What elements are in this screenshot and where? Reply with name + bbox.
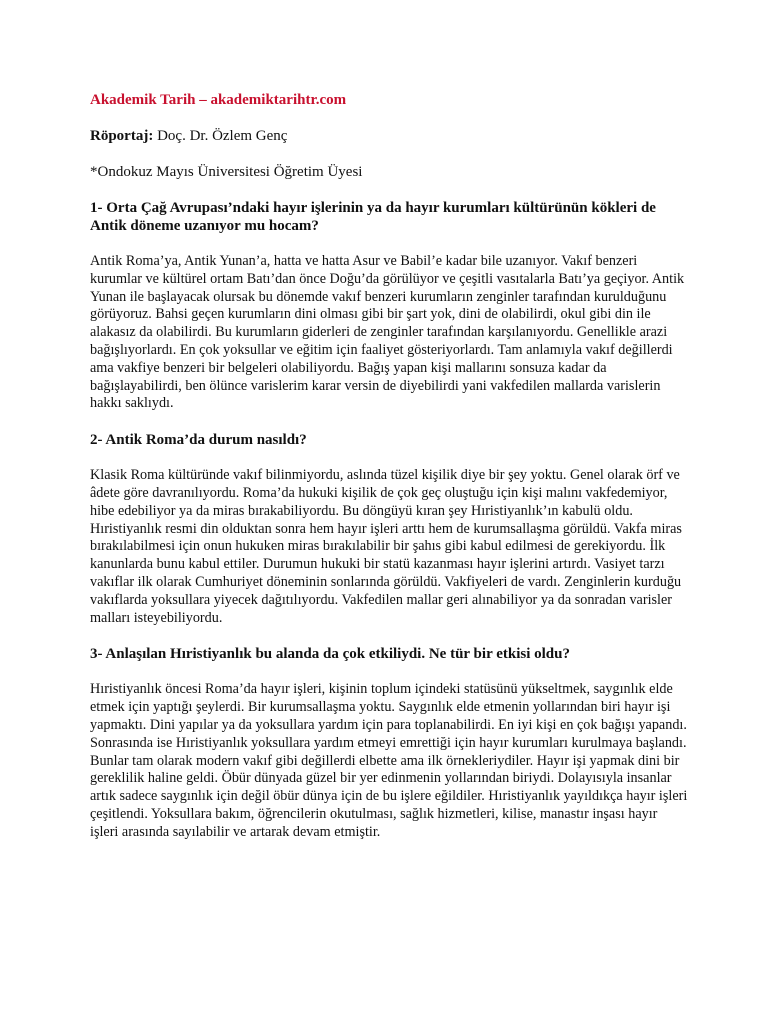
interview-line: [90, 127, 688, 145]
interview-label: Röportaj:: [90, 128, 154, 144]
affiliation-note: *Ondokuz Mayıs Üniversitesi Öğretim Üyesi: [90, 164, 363, 180]
answer-2: Klasik Roma kültüründe vakıf bilinmiyordu, aslında tüzel kişilik diye bir şey yoktu. Genel olarak örf ve âdete göre davranılıyordu. Roma’da hukuki kişilik de çok geç oluştuğu için kişi malını vakfedemiyor, hibe edebiliyor ya da miras bırakabiliyordu. Bu döngüyü kıran şey Hıristiyanlık’ın kabulü oldu. Hıristiyanlık resmi din olduktan sonra hem hayır işleri arttı hem de kurumsallaşma görüldü. Vakfa miras bırakılabilmesi için onun hukuken miras bırakılabilir bir şahıs gibi kabul edilmesi de gerekiyordu. İlk kanunlarda bunu kabul ettiler. Durumun hukuki bir statü kazanması hayır işlerini artırdı. Vasiyet tarzı vakıflar ilk olarak Cumhuriyet döneminin sonlarında görüldü. Vakfiyeleri de vardı. Zenginlerin kurduğu vakıflarda yoksullara yiyecek dağıtılıyordu. Vakfedilen mallar geri alınabiliyor ya da sonradan varisler malları isteyebiliyordu.: [90, 467, 682, 626]
document-page: [90, 91, 688, 860]
answer-3: Hıristiyanlık öncesi Roma’da hayır işleri, kişinin toplum içindeki statüsünü yükseltmek, saygınlık elde etmek için yaptığı şeylerdi. Bir kurumsallaşma yoktu. Saygınlık elde etmenin yollarından biri hayır işi yapmaktı. Dini yapılar ya da yoksullara yardım için para toplanabilirdi. En iyi kişi en çok bağışı yapandı. Sonrasında ise Hıristiyanlık yoksullara yardım etmeyi emrettiği için hayır kurumları kurulmaya başlandı. Bunlar tam olarak modern vakıf gibi değillerdi elbette ama ilk örnekleriydiler. Hayır işi yapmak dini bir gereklilik haline geldi. Öbür dünyada güzel bir yer edinmenin yollarından biriydi. Dolayısıyla insanlar artık sadece saygınlık için değil öbür dünya için de bu işlere eğildiler. Hıristiyanlık yayıldıkça hayır işleri çeşitlendi. Yoksullara bakım, öğrencilerin okutulması, sağlık hizmetleri, kilise, manastır inşası hayır işleri arasında sayılabilir ve artarak devam etmiştir.: [90, 681, 688, 840]
question-1: 1- Orta Çağ Avrupası’ndaki hayır işlerinin ya da hayır kurumları kültürünün kökleri de Antik döneme uzanıyor mu hocam?: [90, 200, 656, 234]
site-title: Akademik Tarih – akademiktarihtr.com: [90, 92, 347, 108]
interviewee-name: Doç. Dr. Özlem Genç: [153, 128, 288, 144]
question-2: 2- Antik Roma’da durum nasıldı?: [90, 432, 307, 449]
question-3: 3- Anlaşılan Hıristiyanlık bu alanda da çok etkiliydi. Ne tür bir etkisi oldu?: [90, 646, 570, 663]
answer-1: Antik Roma’ya, Antik Yunan’a, hatta ve hatta Asur ve Babil’e kadar bile uzanıyor. Vakıf benzeri kurumlar ve kültürel ortam Batı’dan önce Doğu’da görülüyor ve çeşitli vasıtalarla Batı’ya geçiyor. Antik Yunan ile başlayacak olursak bu dönemde vakıf benzeri kurumların zenginler tarafından kurulduğunu görüyoruz. Bahsi geçen kurumların dini olması gibi bir şart yok, dini de olabilirdi, okul gibi din ile alakasız da olabilirdi. Bu kurumların giderleri de zenginler tarafından karşılanıyordu. Genellikle arazi bağışlıyorlardı. En çok yoksullar ve eğitim için faaliyet gösteriyorlardı. Tam anlamıyla vakıf değillerdi ama vakfiye benzeri bir belgeleri olabiliyordu. Bağış yapan kişi mallarını sonsuza kadar da bağışlayabilirdi, ben ölünce varislerim karar versin de diyebilirdi yani vakfedilen mallarda varislerin hakkı saklıydı.: [90, 253, 685, 412]
